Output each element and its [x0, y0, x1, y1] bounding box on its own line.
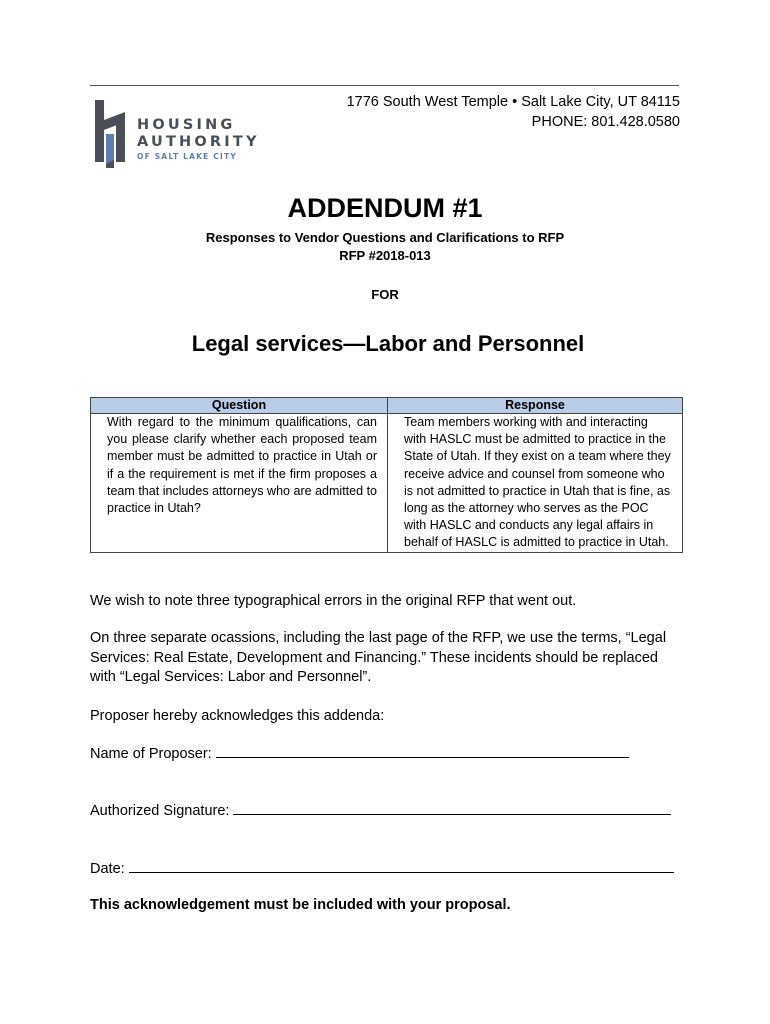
response-header: Response — [388, 398, 683, 414]
address-line: 1776 South West Temple • Salt Lake City, UT 84115 — [346, 94, 680, 110]
housing-authority-logo — [93, 100, 263, 168]
table-header-row — [91, 398, 683, 414]
qa-table — [90, 397, 683, 553]
subtitle-line: Responses to Vendor Questions and Clarifications to RFP — [205, 230, 565, 245]
section-title: Legal services—Labor and Personnel — [191, 331, 585, 356]
closing-statement: This acknowledgement must be included with your proposal. — [90, 897, 511, 913]
table-row — [91, 414, 683, 553]
typo-notice-paragraph: We wish to note three typographical errors in the original RFP that went out. — [90, 593, 577, 609]
signature-label: Authorized Signature: — [90, 803, 230, 819]
house-logo-icon — [93, 100, 129, 168]
acknowledgement-paragraph: Proposer hereby acknowledges this addenda: — [90, 708, 385, 724]
response-cell: Team members working with and interacting with HASLC must be admitted to practice in the State of Utah. If they exist on a team where they receive advice and counsel from someone who is not admitted to practice in Utah that is fine, as long as the attorney who serves as the POC with HASLC and conducts any legal affairs in behalf of HASLC is admitted to practice in Utah. — [388, 414, 683, 553]
signature-field[interactable] — [90, 800, 671, 819]
logo-text-city: OF SALT LAKE CITY — [137, 152, 237, 161]
signature-blank[interactable] — [233, 800, 671, 815]
proposer-name-field[interactable] — [90, 743, 629, 762]
phone-line: PHONE: 801.428.0580 — [531, 114, 680, 130]
proposer-name-blank[interactable] — [216, 743, 629, 758]
logo-text-housing: HOUSING — [137, 117, 236, 133]
correction-paragraph: On three separate ocassions, including the last page of the RFP, we use the terms, “Legal Services: Real Estate, Development and Financing.” These incidents should be replaced with “Legal Services: Labor and Personnel”. — [90, 630, 667, 685]
document-title: ADDENDUM #1 — [287, 193, 483, 223]
question-cell: With regard to the minimum qualifications, can you please clarify whether each proposed team member must be admitted to practice in Utah or if a the requirement is met if the firm proposes a team that includes attorneys who are admitted to practice in Utah? — [91, 414, 388, 553]
date-label: Date: — [90, 861, 125, 877]
header-rule — [90, 85, 679, 86]
rfp-number: RFP #2018-013 — [339, 248, 431, 263]
question-header: Question — [91, 398, 388, 414]
proposer-name-label: Name of Proposer: — [90, 746, 212, 762]
logo-text-authority: AUTHORITY — [137, 134, 260, 150]
contact-block — [347, 92, 680, 132]
document-subtitle — [0, 229, 770, 265]
for-label: FOR — [371, 287, 399, 302]
date-blank[interactable] — [129, 858, 674, 873]
date-field[interactable] — [90, 858, 674, 877]
